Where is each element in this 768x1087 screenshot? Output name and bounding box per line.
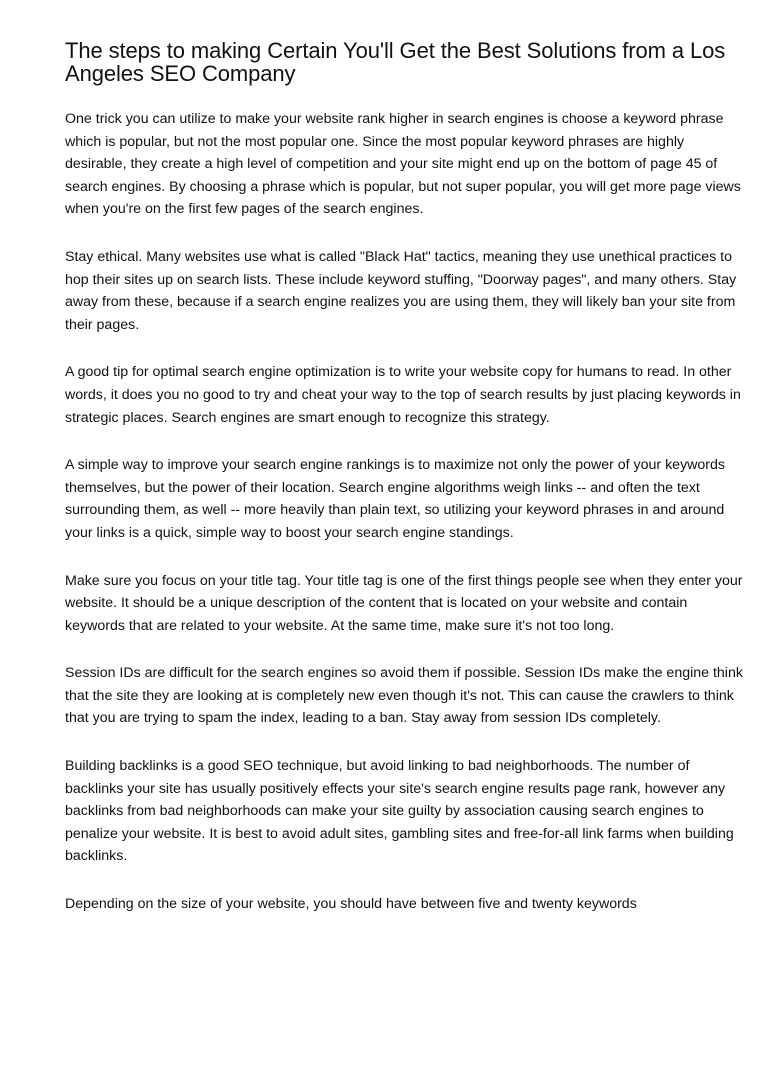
paragraph-stay-ethical: Stay ethical. Many websites use what is called "Black Hat" tactics, meaning they use unethical practices to hop their sites up on search lists. These include keyword stuffing, "Doorway pages", and many others. Stay away from these, because if a search engine realizes you are using them, they will likely ban your site from their pages. bbox=[65, 248, 737, 333]
paragraph-keyword-choice: One trick you can utilize to make your website rank higher in search engines is choose a keyword phrase which is popular, but not the most popular one. Since the most popular keyword phrases are highly desirable, they create a high level of competition and your site might end up on the bottom of page 45 of search engines. By choosing a phrase which is popular, but not super popular, you will get more page views when you're on the first few pages of the search engines. bbox=[65, 111, 741, 218]
paragraph-session-ids: Session IDs are difficult for the search engines so avoid them if possible. Session IDs make the engine think that the site they are looking at is completely new even though it's not. This can cause the crawlers to think that you are trying to spam the index, leading to a ban. Stay away from session IDs completely. bbox=[65, 665, 743, 727]
page-title: The steps to making Certain You'll Get the Best Solutions from a Los Angeles SEO Company bbox=[65, 38, 726, 86]
paragraph-keyword-location: A simple way to improve your search engine rankings is to maximize not only the power of your keywords themselves, but the power of their location. Search engine algorithms weigh links -- and often the text surrounding them, as well -- more heavily than plain text, so utilizing your keyword phrases in and around your links is a quick, simple way to boost your search engine standings. bbox=[65, 457, 726, 541]
paragraph-keyword-count: Depending on the size of your website, you should have between five and twenty keywords bbox=[65, 896, 637, 913]
document-body bbox=[65, 108, 745, 941]
paragraph-backlinks: Building backlinks is a good SEO technique, but avoid linking to bad neighborhoods. The number of backlinks your site has usually positively effects your site's search engine results page rank, however any backlinks from bad neighborhoods can make your site guilty by association causing search engines to penalize your website. It is best to avoid adult sites, gambling sites and free-for-all link farms when building backlinks. bbox=[65, 758, 734, 865]
paragraph-title-tag: Make sure you focus on your title tag. Your title tag is one of the first things people see when they enter your website. It should be a unique description of the content that is located on your website and contain keywords that are related to your website. At the same time, make sure it's not too long. bbox=[65, 572, 743, 634]
paragraph-write-for-humans: A good tip for optimal search engine optimization is to write your website copy for humans to read. In other words, it does you no good to try and cheat your way to the top of search results by just placing keywords in strategic places. Search engines are smart enough to recognize this strategy. bbox=[65, 364, 741, 426]
